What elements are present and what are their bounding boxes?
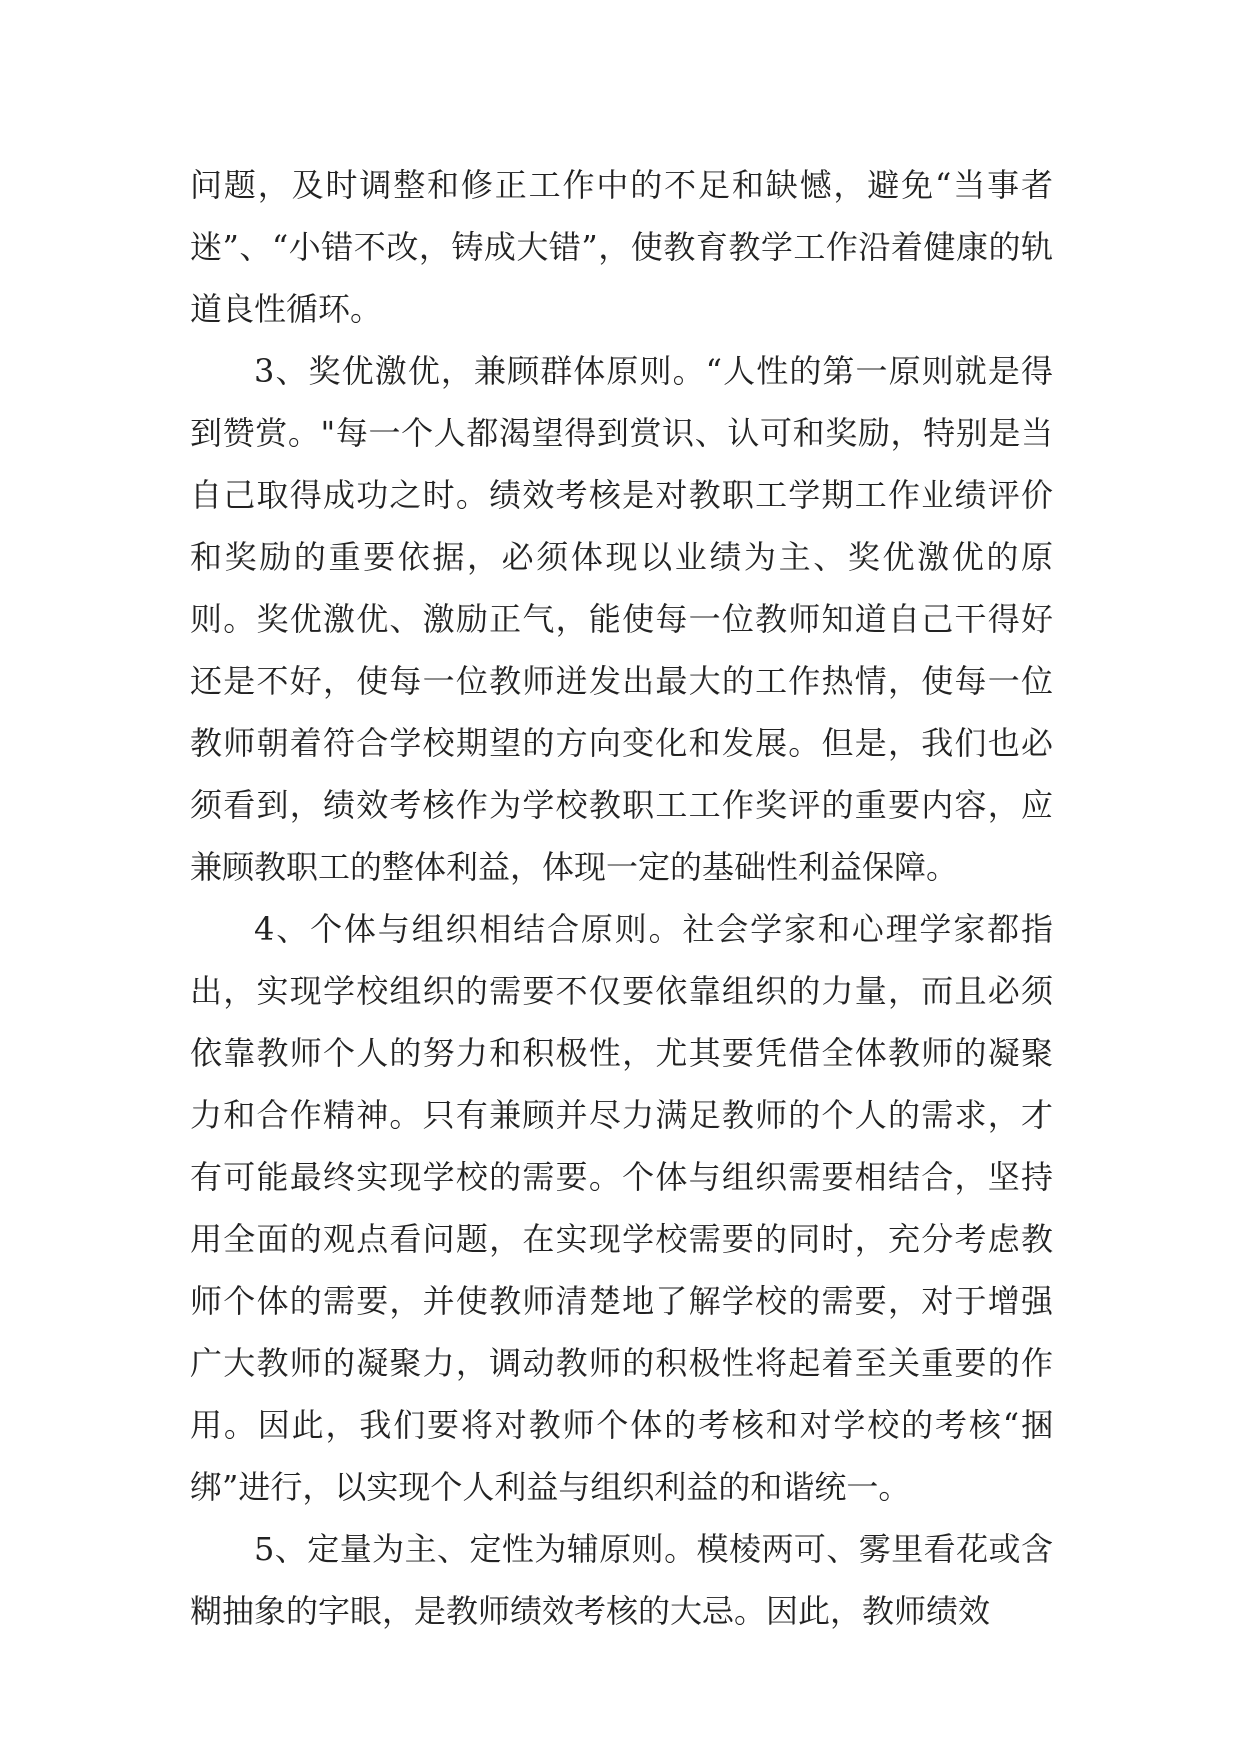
paragraph-principle-5: 5、定量为主、定性为辅原则。模棱两可、雾里看花或含糊抽象的字眼，是教师绩效考核的大忌。因此，教师绩效: [190, 1530, 1053, 1630]
paragraph-principle-3: 3、奖优激优，兼顾群体原则。“人性的第一原则就是得到赞赏。"每一个人都渴望得到赏识、认可和奖励，特别是当自己取得成功之时。绩效考核是对教职工学期工作业绩评价和奖励的重要依据，必须体现以业绩为主、奖优激优的原则。奖优激优、激励正气，能使每一位教师知道自己干得好还是不好，使每一位教师迸发出最大的工作热情，使每一位教师朝着符合学校期望的方向变化和发展。但是，我们也必须看到，绩效考核作为学校教职工工作奖评的重要内容，应兼顾教职工的整体利益，体现一定的基础性利益保障。: [190, 352, 1053, 886]
paragraph-continuation: 问题，及时调整和修正工作中的不足和缺憾，避免“当事者迷”、“小错不改，铸成大错”，使教育教学工作沿着健康的轨道良性循环。: [190, 166, 1053, 328]
paragraph-principle-4: 4、个体与组织相结合原则。社会学家和心理学家都指出，实现学校组织的需要不仅要依靠组织的力量，而且必须依靠教师个人的努力和积极性，尤其要凭借全体教师的凝聚力和合作精神。只有兼顾并尽力满足教师的个人的需求，才有可能最终实现学校的需要。个体与组织需要相结合，坚持用全面的观点看问题，在实现学校需要的同时，充分考虑教师个体的需要，并使教师清楚地了解学校的需要，对于增强广大教师的凝聚力，调动教师的积极性将起着至关重要的作用。因此，我们要将对教师个体的考核和对学校的考核“捆绑”进行，以实现个人利益与组织利益的和谐统一。: [190, 910, 1053, 1506]
document-body: [190, 154, 1053, 1642]
